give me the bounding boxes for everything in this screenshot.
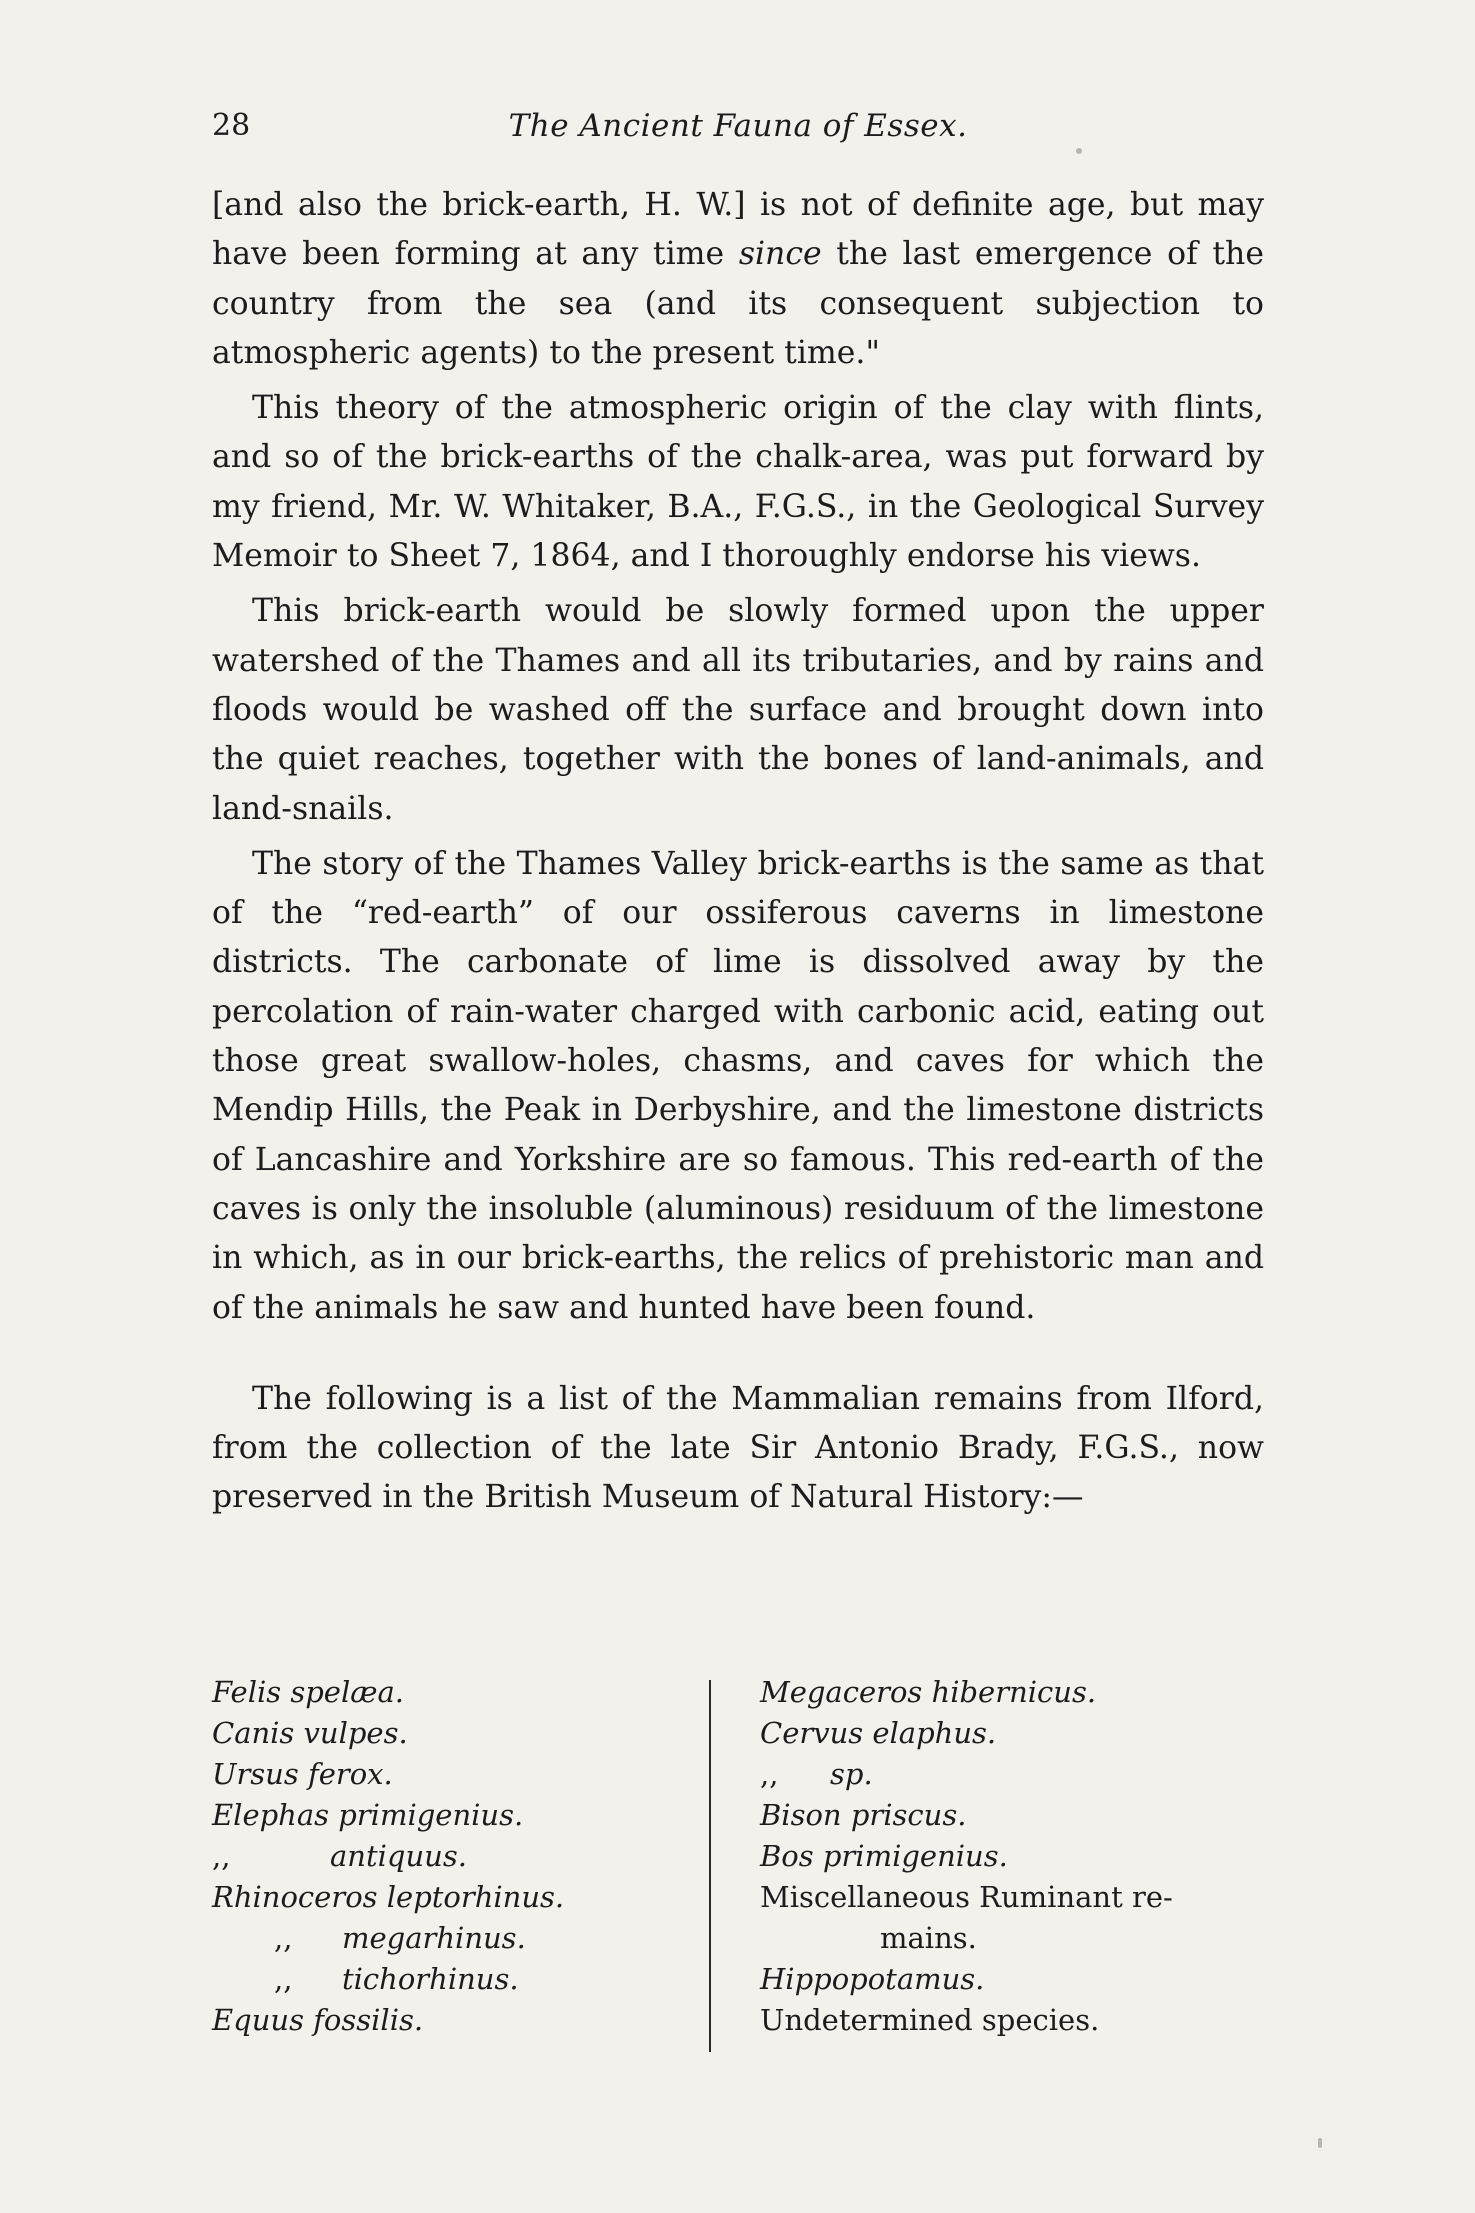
- species-name: antiquus.: [330, 1839, 467, 1873]
- body-text: [212, 181, 1264, 1529]
- species-item: [212, 1836, 702, 1877]
- ditto-mark: ,,: [212, 1839, 231, 1873]
- species-name: megarhinus.: [342, 1921, 526, 1955]
- ditto-mark: ,,: [274, 1921, 293, 1955]
- paragraph: The following is a list of the Mammalian remains from Ilford, from the collection of the late Sir Antonio Brady, F.G.S., now preserved in the British Museum of Natural History:—: [212, 1380, 1264, 1516]
- species-item: Megaceros hibernicus.: [760, 1675, 1097, 1709]
- species-item: [212, 1918, 702, 1959]
- species-item: [760, 1754, 1264, 1795]
- paragraph-continuation: [212, 181, 1264, 378]
- species-item: Cervus elaphus.: [760, 1716, 997, 1750]
- ditto-mark: ,,: [760, 1757, 779, 1791]
- species-item-continuation: mains.: [880, 1921, 977, 1955]
- emphasized-word: since: [738, 236, 822, 273]
- paragraph: The story of the Thames Valley brick-earths is the same as that of the “red-earth” of our ossiferous caverns in limestone districts. The carbonate of lime is dissolved away by the percolation of rain-water charged with carbonic acid, eating out those great swallow-holes, chasms, and caves for which the Mendip Hills, the Peak in Derbyshire, and the limestone districts of Lancashire and Yorkshire are so famous. This red-earth of the caves is only the insoluble (aluminous) residuum of the limestone in which, as in our brick-earths, the relics of prehistoric man and of the animals he saw and hunted have been found.: [212, 845, 1264, 1326]
- paragraph: This theory of the atmospheric origin of the clay with flints, and so of the brick-earths of the chalk-area, was put forward by my friend, Mr. W. Whitaker, B.A., F.G.S., in the Geological Survey Memoir to Sheet 7, 1864, and I thoroughly endorse his views.: [212, 390, 1264, 575]
- species-item: [212, 1959, 702, 2000]
- paper-speck: [1318, 2138, 1322, 2148]
- running-title: The Ancient Fauna of Essex.: [508, 108, 968, 144]
- species-item: Undetermined species.: [760, 2003, 1100, 2037]
- page-number: 28: [212, 108, 251, 143]
- paper-speck: [1076, 148, 1082, 154]
- species-item: Ursus ferox.: [212, 1757, 393, 1791]
- paragraph-text: the last emergence of the country from the sea (and its consequent subjection to atmospheric agents) to the present time.": [212, 236, 1264, 371]
- species-item: Bison priscus.: [760, 1798, 967, 1832]
- species-item: Hippopotamus.: [760, 1962, 985, 1996]
- species-item: Rhinoceros leptorhinus.: [212, 1880, 565, 1914]
- species-column-right: [760, 1672, 1264, 2041]
- species-item: Canis vulpes.: [212, 1716, 408, 1750]
- paragraph: This brick-earth would be slowly formed upon the upper watershed of the Thames and all its tributaries, and by rains and floods would be washed off the surface and brought down into the quiet reaches, together with the bones of land-animals, and land-snails.: [212, 593, 1264, 827]
- column-divider: [709, 1680, 711, 2052]
- species-item: Equus fossilis.: [212, 2003, 424, 2037]
- paragraph-text: [and also the brick-earth, H. W.] is not of definite age, but may have been forming at any time: [212, 187, 1264, 273]
- ditto-mark: ,,: [274, 1962, 293, 1996]
- running-head: [212, 104, 1264, 148]
- species-name: tichorhinus.: [342, 1962, 519, 1996]
- species-item: Miscellaneous Ruminant re-: [760, 1880, 1173, 1914]
- species-item: Bos primigenius.: [760, 1839, 1008, 1873]
- species-item: Felis spelæa.: [212, 1675, 404, 1709]
- species-name: sp.: [830, 1757, 873, 1791]
- species-item: Elephas primigenius.: [212, 1798, 524, 1832]
- species-column-left: [212, 1672, 702, 2041]
